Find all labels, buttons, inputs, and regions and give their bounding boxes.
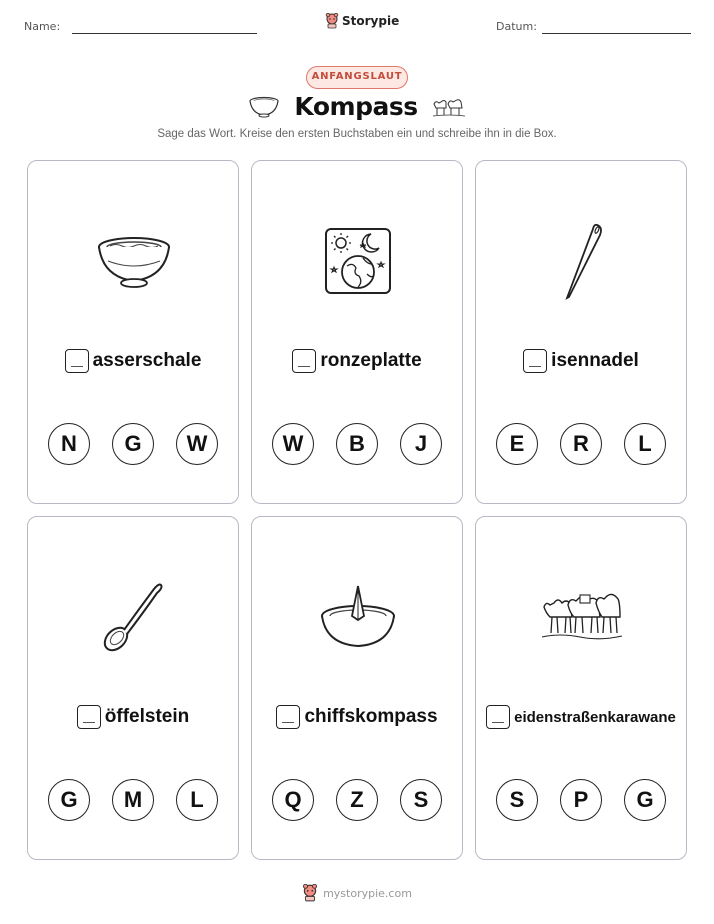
word-fragment: chiffskompass	[304, 706, 438, 727]
storypie-mascot-icon	[302, 884, 318, 902]
brand-name: Storypie	[342, 14, 400, 28]
letter-option[interactable]: B	[336, 423, 378, 465]
answer-box[interactable]	[77, 705, 101, 729]
footer-url[interactable]: mystorypie.com	[323, 886, 412, 900]
needle-icon	[557, 221, 607, 301]
camel-caravan-icon	[432, 96, 466, 118]
date-label: Datum:	[496, 20, 537, 33]
letter-option[interactable]: P	[560, 779, 602, 821]
bowl-icon	[248, 96, 280, 118]
letter-option[interactable]: W	[176, 423, 218, 465]
letter-option[interactable]: L	[624, 423, 666, 465]
letter-option[interactable]: G	[48, 779, 90, 821]
name-line[interactable]	[72, 33, 257, 34]
answer-box[interactable]	[276, 705, 300, 729]
storypie-mascot-icon	[325, 13, 339, 29]
letter-option[interactable]: S	[400, 779, 442, 821]
letter-option[interactable]: G	[112, 423, 154, 465]
word-fragment: ronzeplatte	[320, 350, 422, 371]
word-card	[475, 516, 687, 860]
word-card	[251, 160, 463, 504]
camel-caravan-icon	[540, 589, 624, 645]
letter-option[interactable]: R	[560, 423, 602, 465]
answer-box[interactable]	[523, 349, 547, 373]
letter-option[interactable]: L	[176, 779, 218, 821]
title-row	[0, 92, 714, 121]
storypie-logo	[325, 13, 399, 29]
letter-option[interactable]: J	[400, 423, 442, 465]
bowl-icon	[94, 231, 174, 291]
name-label: Name:	[24, 20, 61, 33]
word-fragment: eidenstraßenkarawane	[514, 708, 676, 726]
word-card	[475, 160, 687, 504]
answer-box[interactable]	[486, 705, 510, 729]
word-card	[251, 516, 463, 860]
word-fragment: öffelstein	[104, 706, 190, 727]
letter-option[interactable]: G	[624, 779, 666, 821]
word-fragment: isennadel	[551, 350, 639, 371]
category-badge: ANFANGSLAUT	[306, 66, 408, 89]
instruction-text: Sage das Wort. Kreise den ersten Buchstaben ein und schreibe ihn in die Box.	[157, 128, 557, 140]
date-line[interactable]	[542, 33, 691, 34]
bronze-plate-icon	[323, 226, 393, 296]
letter-option[interactable]: Q	[272, 779, 314, 821]
spoon-icon	[99, 579, 169, 655]
letter-option[interactable]: S	[496, 779, 538, 821]
word-card	[27, 160, 239, 504]
page-title: Kompass	[294, 92, 418, 121]
word-card	[27, 516, 239, 860]
letter-option[interactable]: E	[496, 423, 538, 465]
answer-box[interactable]	[65, 349, 89, 373]
footer	[0, 884, 714, 902]
letter-option[interactable]: M	[112, 779, 154, 821]
letter-option[interactable]: W	[272, 423, 314, 465]
letter-option[interactable]: Z	[336, 779, 378, 821]
letter-option[interactable]: N	[48, 423, 90, 465]
answer-box[interactable]	[292, 349, 316, 373]
ship-compass-icon	[318, 582, 398, 652]
word-fragment: asserschale	[92, 350, 202, 371]
